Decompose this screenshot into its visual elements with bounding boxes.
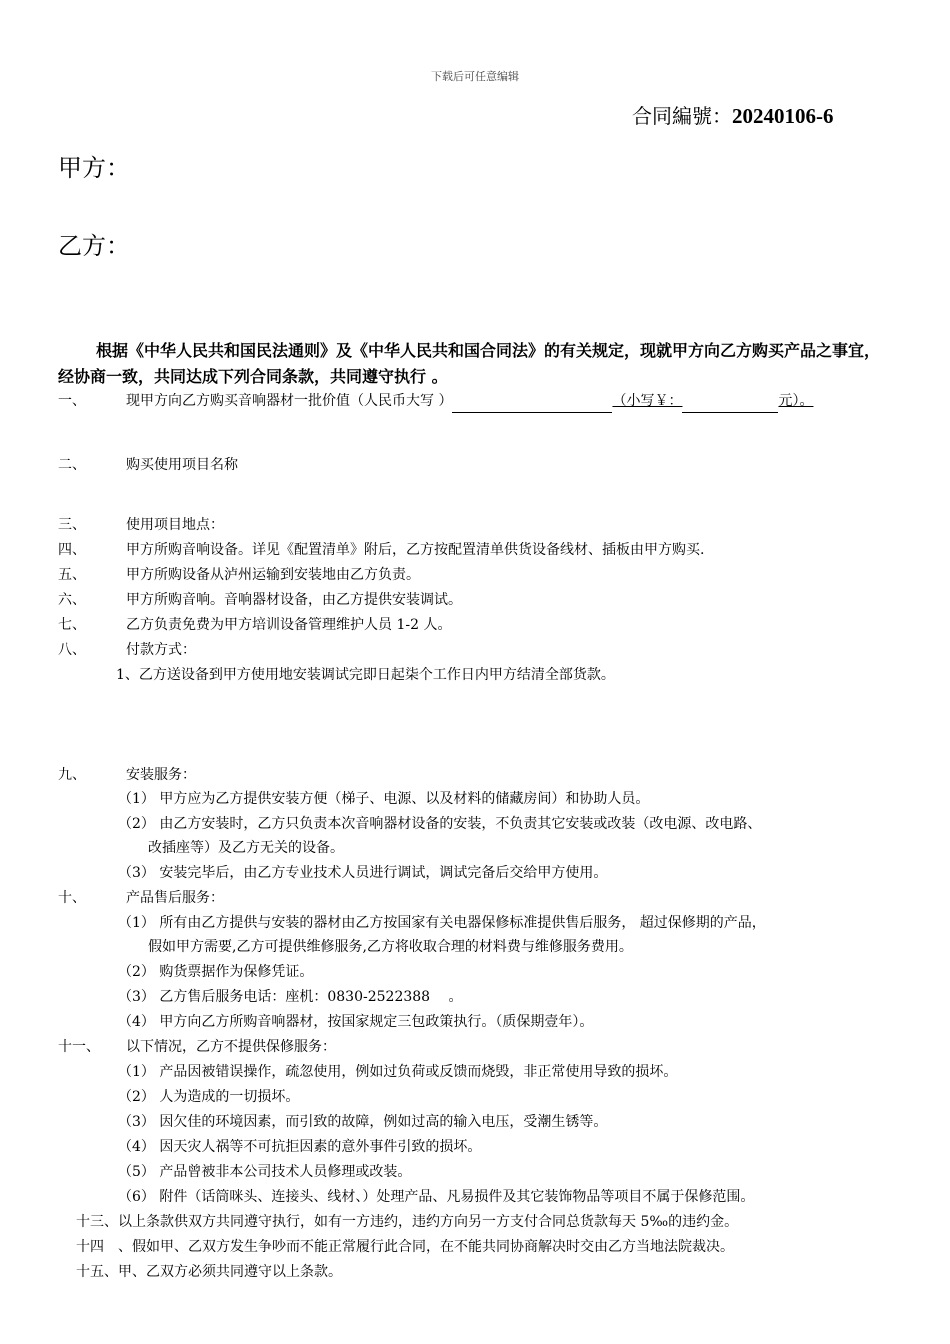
clause-text: 以下情况，乙方不提供保修服务： (126, 1039, 336, 1055)
clause-text: 甲方所购设备从泸州运输到安装地由乙方负责。 (126, 567, 420, 583)
clause-number: 二、 (58, 457, 86, 473)
clause-5 (58, 564, 420, 586)
clause-text: 安装服务： (126, 767, 196, 783)
clause-10-item-2: （2） 购货票据作为保修凭证。 (118, 964, 314, 980)
amount-small-label: （小写￥： (612, 393, 683, 409)
clause-10-item-4: （4） 甲方向乙方所购音响器材，按国家规定三包政策执行。（质保期壹年）。 (118, 1014, 594, 1030)
clause-11-item-2: （2） 人为造成的一切损坏。 (118, 1089, 300, 1105)
clause-text: 现甲方向乙方购买音响器材一批价值（人民币大写 ） (126, 393, 453, 409)
party-b-label: 乙方： (58, 232, 130, 260)
clause-11-item-4: （4） 因天灾人祸等不可抗拒因素的意外事件引致的损坏。 (118, 1139, 482, 1155)
download-note: 下载后可任意编辑 (431, 70, 519, 83)
clause-6 (58, 589, 462, 611)
clause-10-item-1-cont: 假如甲方需要,乙方可提供维修服务,乙方将收取合理的材料费与维修服务费用。 (148, 939, 633, 955)
clause-9-item-2-cont: 改插座等）及乙方无关的设备。 (148, 840, 344, 856)
party-a-label: 甲方： (58, 154, 130, 182)
clause-11-item-5: （5） 产品曾被非本公司技术人员修理或改装。 (118, 1164, 412, 1180)
clause-text: 使用项目地点： (126, 517, 224, 533)
clause-text: 购买使用项目名称 (126, 457, 238, 473)
amount-end: 元）。 (778, 393, 814, 409)
amount-blank (452, 390, 612, 413)
clause-9-item-2: （2） 由乙方安装时，乙方只负责本次音响器材设备的安装，不负责其它安装或改装（改电源、改电路、 (118, 816, 762, 832)
clause-9-item-1: （1） 甲方应为乙方提供安装方便（梯子、电源、以及材料的储藏房间）和协助人员。 (118, 791, 650, 807)
clause-10 (58, 887, 224, 909)
clause-number: 十、 (58, 890, 86, 906)
clause-11-item-3: （3） 因欠佳的环境因素，而引致的故障，例如过高的输入电压，受潮生锈等。 (118, 1114, 608, 1130)
clause-number: 六、 (58, 592, 86, 608)
clause-10-item-1: （1） 所有由乙方提供与安装的器材由乙方按国家有关电器保修标准提供售后服务， 超过保修期的产品， (118, 915, 766, 931)
clause-text: 付款方式： (126, 642, 196, 658)
clause-10-item-3: （3） 乙方售后服务电话：座机：0830-2522388 。 (118, 989, 463, 1005)
amount-small-blank (682, 390, 778, 413)
clause-1 (58, 390, 813, 413)
clause-2 (58, 454, 238, 476)
clause-15: 十五、甲、乙双方必须共同遵守以上条款。 (76, 1264, 342, 1280)
clause-number: 一、 (58, 393, 86, 409)
clause-number: 四、 (58, 542, 86, 558)
clause-7 (58, 614, 451, 636)
clause-9-item-3: （3） 安装完毕后，由乙方专业技术人员进行调试，调试完备后交给甲方使用。 (118, 865, 608, 881)
clause-3 (58, 514, 224, 536)
clause-text: 乙方负责免费为甲方培训设备管理维护人员 1-2 人。 (126, 617, 452, 633)
clause-8-item-1: 1、乙方送设备到甲方使用地安装调试完即日起柒个工作日内甲方结清全部货款。 (116, 667, 615, 683)
clause-11-item-1: （1） 产品因被错误操作，疏忽使用，例如过负荷或反馈而烧毁，非正常使用导致的损坏。 (118, 1064, 678, 1080)
clause-8 (58, 639, 196, 661)
contract-number (632, 100, 834, 129)
clause-number: 五、 (58, 567, 86, 583)
clause-11-item-6: （6） 附件（话筒咪头、连接头、线材、）处理产品、凡易损件及其它装饰物品等项目不属于保修范围。 (118, 1189, 755, 1205)
clause-number: 七、 (58, 617, 86, 633)
clause-number: 九、 (58, 767, 86, 783)
intro-paragraph: 根据《中华人民共和国民法通则》及《中华人民共和国合同法》的有关规定，现就甲方向乙方购买产品之事宜，经协商一致，共同达成下列合同条款，共同遵守执行 。 (58, 341, 881, 386)
clause-text: 甲方所购音响设备。详见《配置清单》附后，乙方按配置清单供货设备线材、插板由甲方购买. (126, 542, 705, 558)
clause-number: 八、 (58, 642, 86, 658)
clause-4 (58, 539, 704, 561)
clause-9 (58, 764, 196, 786)
clause-13: 十三、以上条款供双方共同遵守执行，如有一方违约，违约方向另一方支付合同总货款每天 5‰的违约金。 (76, 1214, 739, 1230)
contract-number-value: 20240106-6 (732, 104, 834, 128)
clause-text: 产品售后服务： (126, 890, 224, 906)
contract-number-label: 合同編號： (632, 104, 732, 128)
clause-number: 三、 (58, 517, 86, 533)
clause-text: 甲方所购音响。音响器材设备，由乙方提供安装调试。 (126, 592, 462, 608)
clause-11 (58, 1036, 336, 1058)
clause-14: 十四 、假如甲、乙双方发生争吵而不能正常履行此合同，在不能共同协商解决时交由乙方当地法院裁决。 (76, 1239, 734, 1255)
clause-number: 十一、 (58, 1039, 100, 1055)
